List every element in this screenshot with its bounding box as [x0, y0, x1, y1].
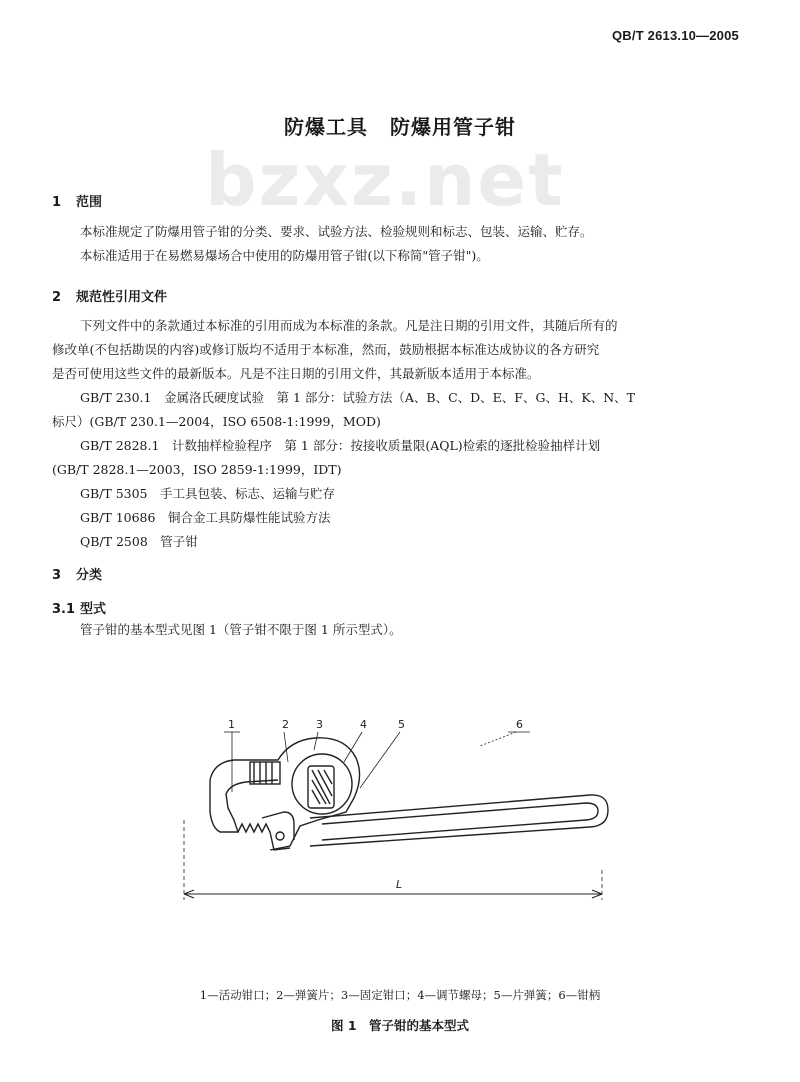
pivot-pin: [276, 832, 284, 840]
reference-2-line-2: (GB/T 2828.1—2003，ISO 2859-1:1999，IDT): [52, 462, 342, 477]
heel-jaw-teeth: [238, 824, 290, 850]
watermark: bzxz.net: [205, 138, 565, 222]
figure-label-6: 6: [516, 718, 523, 731]
section-3-1-heading: [52, 598, 106, 617]
dimension-label-L: L: [396, 878, 403, 891]
nut-knurl-lines: [312, 770, 332, 804]
page-title: [0, 111, 800, 140]
section-3-title: 分类: [76, 568, 103, 583]
reference-1-line-1: GB/T 230.1 金属洛氏硬度试验 第 1 部分：试验方法（A、B、C、D、E、F、G、H、K、N、T: [80, 390, 635, 405]
figure-label-4: 4: [360, 718, 367, 731]
leader-2: [284, 732, 288, 762]
section-3-1-number: 3.1: [52, 602, 76, 617]
section-1-heading: [52, 191, 102, 210]
adjusting-nut-outline: [292, 754, 352, 814]
title-part-2: 防爆用管子钳: [390, 115, 516, 139]
reference-1-line-2: 标尺）(GB/T 230.1—2004，ISO 6508-1:1999，MOD): [52, 414, 381, 429]
section-1-paragraph-1: 本标准规定了防爆用管子钳的分类、要求、试验方法、检验规则和标志、包装、运输、贮存。: [80, 224, 593, 239]
reference-2-line-1: GB/T 2828.1 计数抽样检验程序 第 1 部分：按接收质量限(AQL)检索的逐批检验抽样计划: [80, 438, 601, 453]
section-1-title: 范围: [76, 195, 103, 210]
figure-label-5: 5: [398, 718, 405, 731]
section-2-intro-line-1: 下列文件中的条款通过本标准的引用而成为本标准的条款。凡是注日期的引用文件，其随后所有的: [80, 318, 618, 333]
reference-5: QB/T 2508 管子钳: [80, 534, 198, 549]
standard-number: QB/T 2613.10—2005: [612, 28, 739, 43]
section-2-intro-line-2: 修改单(不包括勘误的内容)或修订版均不适用于本标准，然而，鼓励根据本标准达成协议的各方研究: [52, 342, 600, 357]
leader-3: [314, 732, 318, 750]
section-3-number: 3: [52, 568, 62, 583]
figure-title: 图 1 管子钳的基本型式: [330, 1018, 470, 1033]
leader-6: [480, 732, 516, 746]
section-2-intro-line-3: 是否可使用这些文件的最新版本。凡是不注日期的引用文件，其最新版本适用于本标准。: [52, 366, 540, 381]
section-1-number: 1: [52, 195, 62, 210]
section-2-title: 规范性引用文件: [76, 290, 168, 305]
figure-caption: 1—活动钳口；2—弹簧片；3—固定钳口；4—调节螺母；5—片弹簧；6—钳柄: [199, 988, 601, 1002]
figure-label-2: 2: [282, 718, 289, 731]
section-1-paragraph-2: 本标准适用于在易燃易爆场合中使用的防爆用管子钳(以下称简"管子钳")。: [80, 248, 489, 263]
figure-label-3: 3: [316, 718, 323, 731]
pipe-wrench-figure: [150, 700, 650, 950]
wrench-handle-outline: [310, 795, 608, 846]
figure-label-1: 1: [228, 718, 235, 731]
reference-3: GB/T 5305 手工具包装、标志、运输与贮存: [80, 486, 336, 501]
leader-5: [360, 732, 400, 788]
wrench-head-body: [210, 738, 360, 850]
section-3-1-text: 管子钳的基本型式见图 1（管子钳不限于图 1 所示型式）。: [80, 622, 402, 637]
section-3-heading: [52, 564, 102, 583]
hook-jaw: [210, 780, 278, 832]
wrench-handle-inner: [322, 803, 598, 840]
section-2-number: 2: [52, 290, 62, 305]
section-3-1-title: 型式: [80, 602, 107, 617]
title-part-1: 防爆工具: [284, 115, 368, 139]
reference-4: GB/T 10686 铜合金工具防爆性能试验方法: [80, 510, 331, 525]
section-2-heading: [52, 286, 167, 305]
